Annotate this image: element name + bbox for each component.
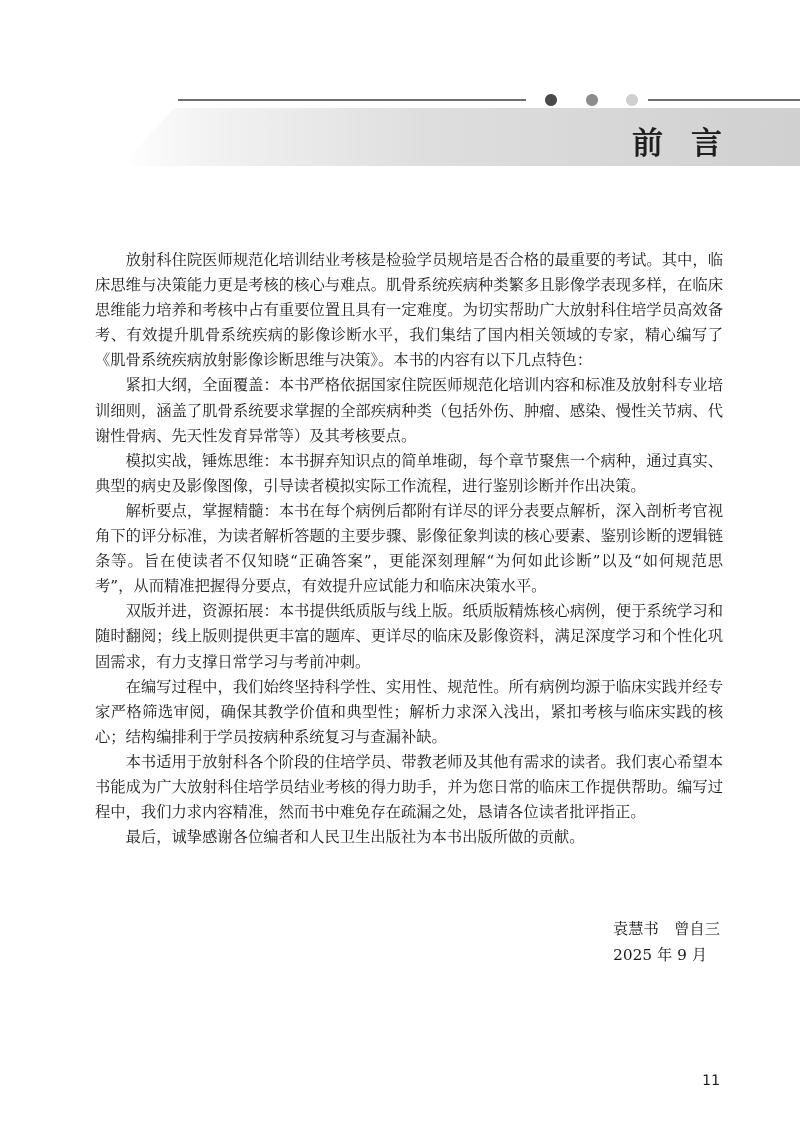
header-rule-left <box>178 99 526 101</box>
decorative-dot-light <box>626 94 638 106</box>
paragraph: 放射科住院医师规范化培训结业考核是检验学员规培是否合格的最重要的考试。其中，临床思维与决策能力更是考核的核心与难点。肌骨系统疾病种类繁多且影像学表现多样，在临床思维能力培养和考核中占有重要位置且具有一定难度。为切实帮助广大放射科住培学员高效备考、有效提升肌骨系统疾病的影像诊断水平，我们集结了国内相关领域的专家，精心编写了《肌骨系统疾病放射影像诊断思维与决策》。本书的内容有以下几点特色： <box>95 251 723 370</box>
paragraph: 模拟实战，锤炼思维：本书摒弃知识点的简单堆砌，每个章节聚焦一个病种，通过真实、典型的病史及影像图像，引导读者模拟实际工作流程，进行鉴别诊断并作出决策。 <box>95 451 723 495</box>
decorative-dot-dark <box>545 94 557 106</box>
header-rule-right <box>648 99 800 101</box>
decorative-dot-mid <box>586 94 598 106</box>
page-number: 11 <box>702 1073 720 1089</box>
paragraph: 双版并进，资源拓展：本书提供纸质版与线上版。纸质版精炼核心病例，便于系统学习和随时翻阅；线上版则提供更丰富的题库、更详尽的临床及影像资料，满足深度学习和个性化巩固需求，有力支撑日常学习与考前冲刺。 <box>95 602 723 671</box>
paragraph: 本书适用于放射科各个阶段的住培学员、带教老师及其他有需求的读者。我们衷心希望本书能成为广大放射科住培学员结业考核的得力助手，并为您日常的临床工作提供帮助。编写过程中，我们力求内容精准，然而书中难免存在疏漏之处，恳请各位读者批评指正。 <box>95 752 723 822</box>
signature-date: 2025 年 9 月 <box>613 946 707 964</box>
preface-body <box>95 248 723 850</box>
author-signature: 袁慧书 曾自三 <box>612 920 720 938</box>
paragraph: 在编写过程中，我们始终坚持科学性、实用性、规范性。所有病例均源于临床实践并经专家严格筛选审阅，确保其教学价值和典型性；解析力求深入浅出，紧扣考核与临床实践的核心；结构编排利于学员按病种系统复习与查漏补缺。 <box>95 677 723 746</box>
paragraph: 紧扣大纲，全面覆盖：本书严格依据国家住院医师规范化培训内容和标准及放射科专业培训细则，涵盖了肌骨系统要求掌握的全部疾病种类（包括外伤、肿瘤、感染、慢性关节病、代谢性骨病、先天性发育异常等）及其考核要点。 <box>95 376 723 445</box>
page-title: 前言 <box>632 126 750 162</box>
paragraph: 最后，诚挚感谢各位编者和人民卫生出版社为本书出版所做的贡献。 <box>125 828 585 847</box>
paragraph: 解析要点，掌握精髓：本书在每个病例后都附有详尽的评分表要点解析，深入剖析考官视角下的评分标准，为读者解析答题的主要步骤、影像征象判读的核心要素、鉴别诊断的逻辑链条等。旨在使读者不仅知晓“正确答案”，更能深刻理解“为何如此诊断”以及“如何规范思考”，从而精准把握得分要点，有效提升应试能力和临床决策水平。 <box>95 501 723 596</box>
